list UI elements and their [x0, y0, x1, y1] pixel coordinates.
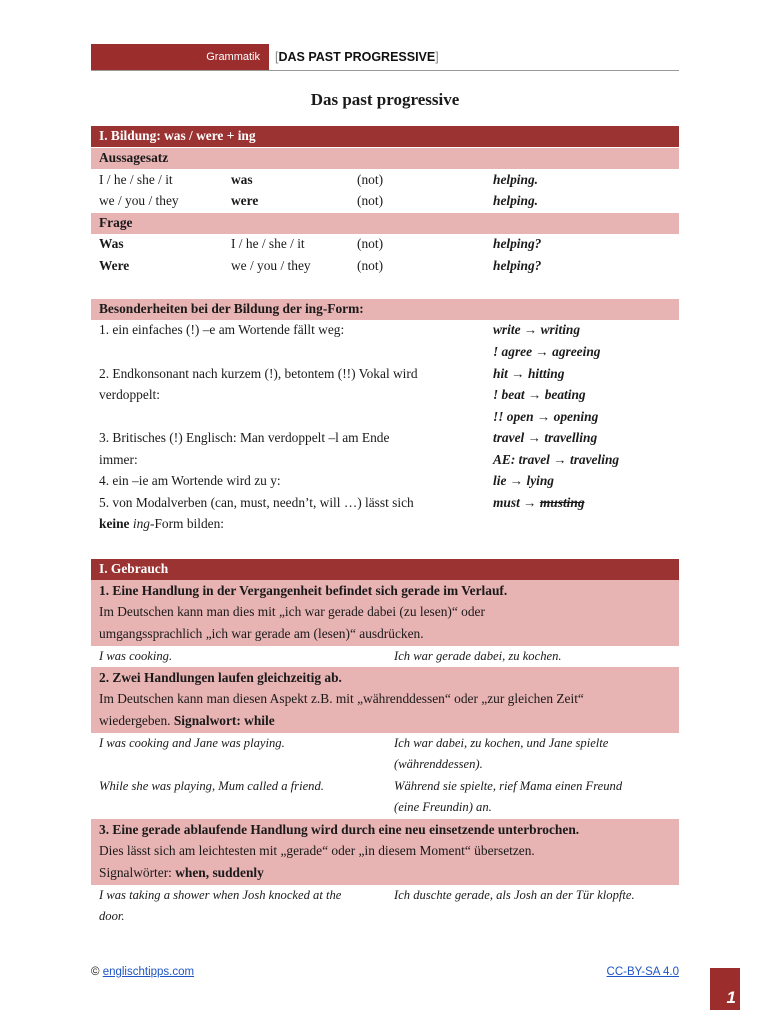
example-german: Ich war gerade dabei, zu kochen. — [394, 649, 562, 663]
table-cell: we / you / they — [231, 258, 311, 273]
example-english: While she was playing, Mum called a friend. — [99, 779, 324, 793]
table-cell: Were — [99, 258, 130, 273]
table-cell: were — [231, 193, 259, 208]
header-category-box — [91, 44, 269, 70]
table-row — [91, 234, 679, 255]
signal-word: Signalwort: while — [173, 713, 275, 728]
signal-words: when, suddenly — [175, 865, 264, 880]
section-heading-text: I. Bildung: was / were + ing — [99, 128, 256, 143]
table-cell: Was — [99, 236, 124, 251]
license-link[interactable]: CC-BY-SA 4.0 — [606, 966, 679, 978]
table-row — [91, 256, 679, 277]
bracket-close: ] — [435, 50, 439, 64]
rule-example-base: must → — [493, 495, 540, 510]
example-english: I was cooking. — [99, 649, 173, 663]
section-heading-bildung — [91, 126, 679, 147]
usage-text: Dies lässt sich am leichtesten mit „gerade“ oder „in diesem Moment“ übersetzen. — [99, 843, 535, 858]
rule-example: travel → travelling — [493, 430, 598, 445]
rule-text: verdoppelt: — [99, 387, 160, 402]
usage-text-part: Signalwörter: — [99, 865, 176, 880]
page-title: Das past progressive — [310, 90, 460, 109]
example-english: I was cooking and Jane was playing. — [99, 736, 285, 750]
table-cell: (not) — [357, 172, 384, 187]
table-cell: I / he / she / it — [99, 172, 173, 187]
usage-heading: 3. Eine gerade ablaufende Handlung wird durch eine neu einsetzende unterbrochen. — [99, 822, 580, 837]
rule-italic: ing — [132, 516, 150, 531]
usage-heading: 2. Zwei Handlungen laufen gleichzeitig ab. — [99, 670, 342, 685]
subheading-aussagesatz — [91, 148, 679, 169]
usage-text — [99, 865, 264, 881]
page-number: 1 — [726, 988, 736, 1007]
rule-text — [99, 516, 224, 532]
subheading-besonderheiten — [91, 299, 679, 320]
header-category: Grammatik — [206, 51, 260, 63]
table-cell: helping. — [493, 193, 539, 208]
copyright-symbol: © — [91, 966, 100, 978]
example-german: (eine Freundin) an. — [394, 800, 492, 814]
site-link[interactable]: englischtipps.com — [102, 966, 195, 978]
subheading-text: Besonderheiten bei der Bildung der ing-Form: — [99, 301, 364, 316]
usage-text: umgangssprachlich „ich war gerade am (lesen)“ ausdrücken. — [99, 626, 424, 641]
bracket-open: [ — [275, 50, 279, 64]
rule-text: 1. ein einfaches (!) –e am Wortende fällt weg: — [99, 322, 345, 337]
rule-example: ! beat → beating — [493, 387, 586, 402]
rule-text: 2. Endkonsonant nach kurzem (!), betontem (!!) Vokal wird — [99, 366, 418, 381]
table-cell: helping? — [493, 236, 542, 251]
rule-text: 3. Britisches (!) Englisch: Man verdoppelt –l am Ende — [99, 430, 390, 445]
table-cell: was — [231, 172, 253, 187]
subheading-text: Frage — [99, 215, 133, 230]
usage-text: Im Deutschen kann man diesen Aspekt z.B. mit „währenddessen“ oder „zur gleichen Zeit“ — [99, 691, 584, 706]
rule-example: AE: travel → traveling — [493, 452, 620, 467]
rule-text: 5. von Modalverben (can, must, needn’t, will …) lässt sich — [99, 495, 414, 510]
subheading-text: Aussagesatz — [99, 150, 169, 165]
usage-block-3 — [91, 819, 679, 885]
rule-text: immer: — [99, 452, 138, 467]
usage-text-part: wiedergeben. — [99, 713, 174, 728]
page-number-box — [710, 968, 740, 1010]
usage-heading: 1. Eine Handlung in der Vergangenheit befindet sich gerade im Verlauf. — [99, 583, 508, 598]
example-german: (währenddessen). — [394, 757, 483, 771]
header-doc-title — [275, 50, 439, 64]
rule-example: hit → hitting — [493, 366, 565, 381]
rule-example: write → writing — [493, 322, 581, 337]
table-cell: (not) — [357, 193, 384, 208]
rules-list — [91, 320, 679, 535]
rule-example: !! open → opening — [493, 409, 599, 424]
page-header — [91, 44, 679, 71]
rule-rest: -Form bilden: — [150, 516, 225, 531]
example-rows — [91, 733, 679, 819]
example-german: Während sie spielte, rief Mama einen Freund — [394, 779, 623, 793]
page-footer — [91, 966, 679, 978]
table-cell: helping? — [493, 258, 542, 273]
rule-bold: keine — [99, 516, 130, 531]
example-english: I was taking a shower when Josh knocked at the — [99, 888, 342, 902]
table-cell: I / he / she / it — [231, 236, 305, 251]
rule-example: lie → lying — [493, 473, 554, 488]
table-cell: we / you / they — [99, 193, 179, 208]
usage-text — [99, 713, 275, 729]
section-heading-text: I. Gebrauch — [99, 561, 169, 576]
subheading-frage — [91, 213, 679, 234]
example-german: Ich duschte gerade, als Josh an der Tür klopfte. — [394, 888, 635, 902]
table-row — [91, 191, 679, 212]
section-heading-gebrauch — [91, 559, 679, 580]
rule-text: 4. ein –ie am Wortende wird zu y: — [99, 473, 281, 488]
example-row — [91, 885, 679, 929]
table-cell: helping. — [493, 172, 539, 187]
rule-example: ! agree → agreeing — [493, 344, 601, 359]
doc-title-text: DAS PAST PROGRESSIVE — [278, 50, 436, 64]
rule-example — [493, 495, 585, 511]
table-cell: (not) — [357, 236, 384, 251]
example-german: Ich war dabei, zu kochen, und Jane spielte — [394, 736, 609, 750]
usage-block-2 — [91, 667, 679, 733]
table-cell: (not) — [357, 258, 384, 273]
example-row — [91, 646, 679, 667]
example-english: door. — [99, 909, 125, 923]
table-row — [91, 170, 679, 191]
usage-text: Im Deutschen kann man dies mit „ich war gerade dabei (zu lesen)“ oder — [99, 604, 485, 619]
usage-block-1 — [91, 580, 679, 646]
rule-example-struck: musting — [539, 495, 585, 510]
